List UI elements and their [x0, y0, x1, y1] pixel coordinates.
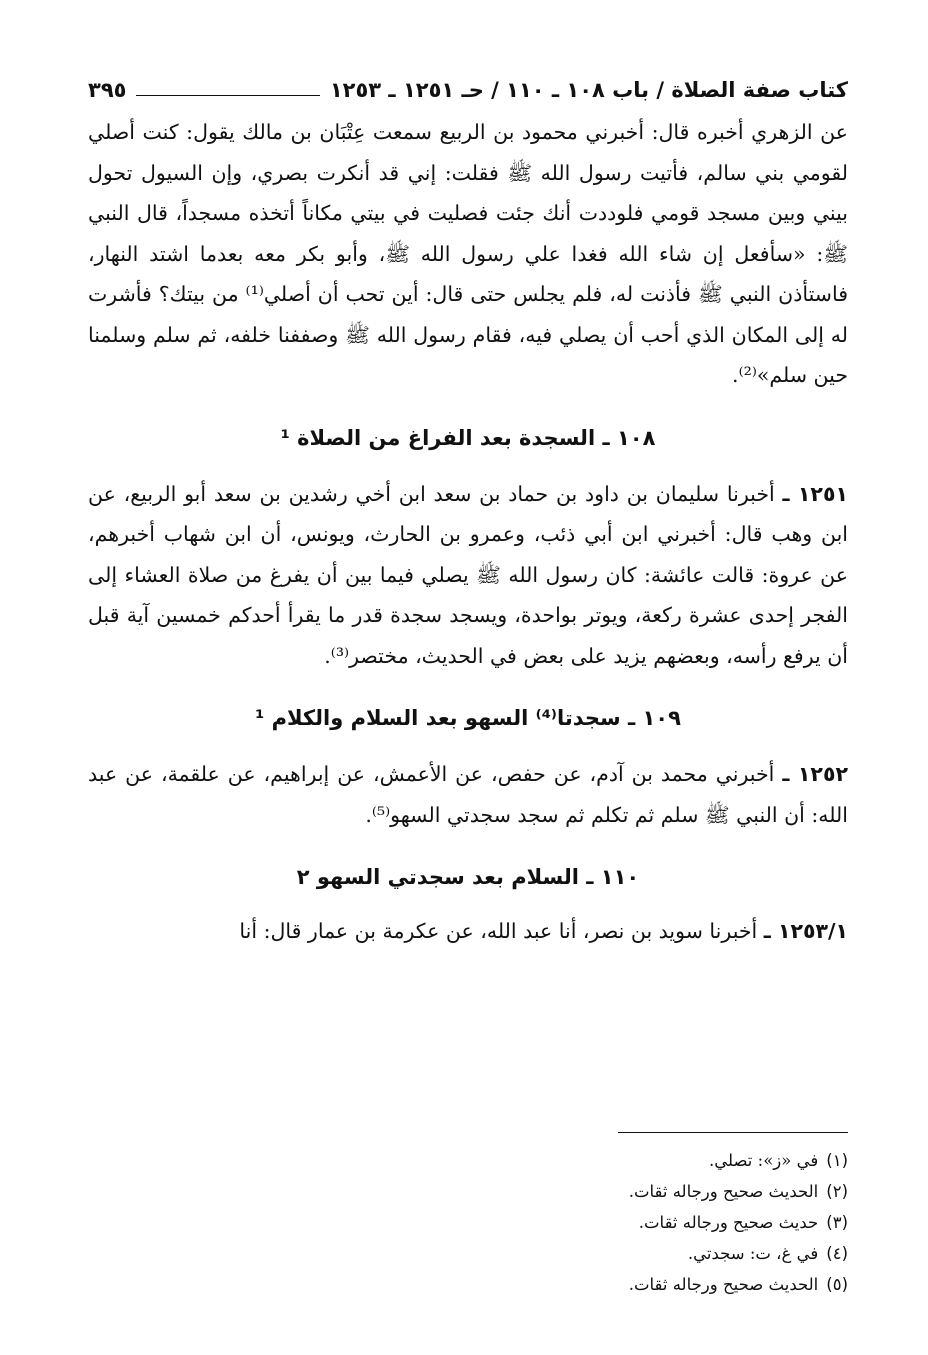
footnote-number: (١)	[826, 1151, 848, 1170]
footnote-text: الحديث صحيح ورجاله ثقات.	[628, 1275, 819, 1294]
page-number: ٣٩٥	[88, 78, 127, 102]
paragraph-text: أخبرني محمد بن آدم، عن حفص، عن الأعمش، عن إبراهيم، عن علقمة، عن عبد الله: أن النبي ﷺ سلم ثم تكلم ثم سجد سجدتي السهو⁽⁵⁾.	[88, 762, 848, 827]
chapter-heading-110: ١١٠ ـ السلام بعد سجدتي السهو ٢	[296, 865, 640, 889]
footnote-text: الحديث صحيح ورجاله ثقات.	[628, 1182, 819, 1201]
page	[88, 72, 848, 1335]
footnote-text: في غ، ت: سجدتي.	[687, 1244, 819, 1263]
chapter-heading-108: ١٠٨ ـ السجدة بعد الفراغ من الصلاة ¹	[280, 425, 656, 450]
paragraph-text: أخبرنا سويد بن نصر، أنا عبد الله، عن عكرمة بن عمار قال: أنا	[239, 919, 758, 943]
footnote-item	[588, 1145, 848, 1176]
footnote-number: (٣)	[826, 1213, 848, 1232]
footnote-text: في «ز»: تصلي.	[709, 1151, 819, 1170]
hadith-number: ١٢٥٣/١ ـ	[763, 919, 848, 943]
running-head-rule	[136, 95, 319, 96]
chapter-heading-109: ١٠٩ ـ سجدتا⁽⁴⁾ السهو بعد السلام والكلام ¹	[255, 706, 681, 730]
hadith-number: ١٢٥٢ ـ	[782, 762, 848, 786]
paragraph-text: أخبرنا سليمان بن داود بن حماد بن سعد ابن أخي رشدين بن سعد أبو الربيع، عن ابن وهب قال: أخبرني ابن أبي ذئب، وعمرو بن الحارث، ويونس، أن ابن شهاب أخبرهم، عن عروة: قالت عائشة: كان رسول الله ﷺ يصلي فيما بين أن يفرغ من صلاة العشاء إلى الفجر إحدى عشرة ركعة، ويوتر بواحدة، ويسجد سجدة قدر ما يقرأ أحدكم خمسين آية قبل أن يرفع رأسه، وبعضهم يزيد على بعض في الحديث، مختصر⁽³⁾.	[88, 481, 848, 668]
footnotes	[588, 1132, 848, 1300]
paragraph-hadith-continuation	[88, 112, 848, 396]
footnote-number: (٤)	[826, 1244, 848, 1263]
paragraph-hadith-1251	[88, 474, 848, 677]
footnote-item	[588, 1207, 848, 1238]
paragraph-hadith-1253	[88, 911, 848, 952]
running-head-title: كتاب صفة الصلاة / باب ١٠٨ ـ ١١٠ / حـ ١٢٥١ ـ ١٢٥٣	[329, 78, 848, 102]
footnote-item	[588, 1238, 848, 1269]
footnote-item	[588, 1269, 848, 1300]
footnote-number: (٢)	[826, 1182, 848, 1201]
footnote-rule	[618, 1132, 848, 1133]
paragraph-hadith-1252	[88, 754, 848, 835]
paragraph-text: عن الزهري أخبره قال: أخبرني محمود بن الربيع سمعت عِتْبَان بن مالك يقول: كنت أصلي لقومي بني سالم، فأتيت رسول الله ﷺ فقلت: إني قد أنكرت بصري، وإن السيول تحول بيني وبين مسجد قومي فلوددت أنك جئت فصليت في بيتي مكاناً أتخذه مسجداً، قال النبي ﷺ: «سأفعل إن شاء الله فغدا علي رسول الله ﷺ، وأبو بكر معه بعدما اشتد النهار، فاستأذن النبي ﷺ فأذنت له، فلم يجلس حتى قال: أين تحب أن أصلي⁽¹⁾ من بيتك؟ فأشرت له إلى المكان الذي أحب أن يصلي فيه، فقام رسول الله ﷺ وصففنا خلفه، ثم سلم وسلمنا حين سلم»⁽²⁾.	[88, 120, 848, 387]
hadith-number: ١٢٥١ ـ	[782, 481, 848, 506]
running-head	[88, 72, 848, 108]
footnote-number: (٥)	[826, 1275, 848, 1294]
footnote-item	[588, 1176, 848, 1207]
footnote-text: حديث صحيح ورجاله ثقات.	[638, 1213, 819, 1232]
